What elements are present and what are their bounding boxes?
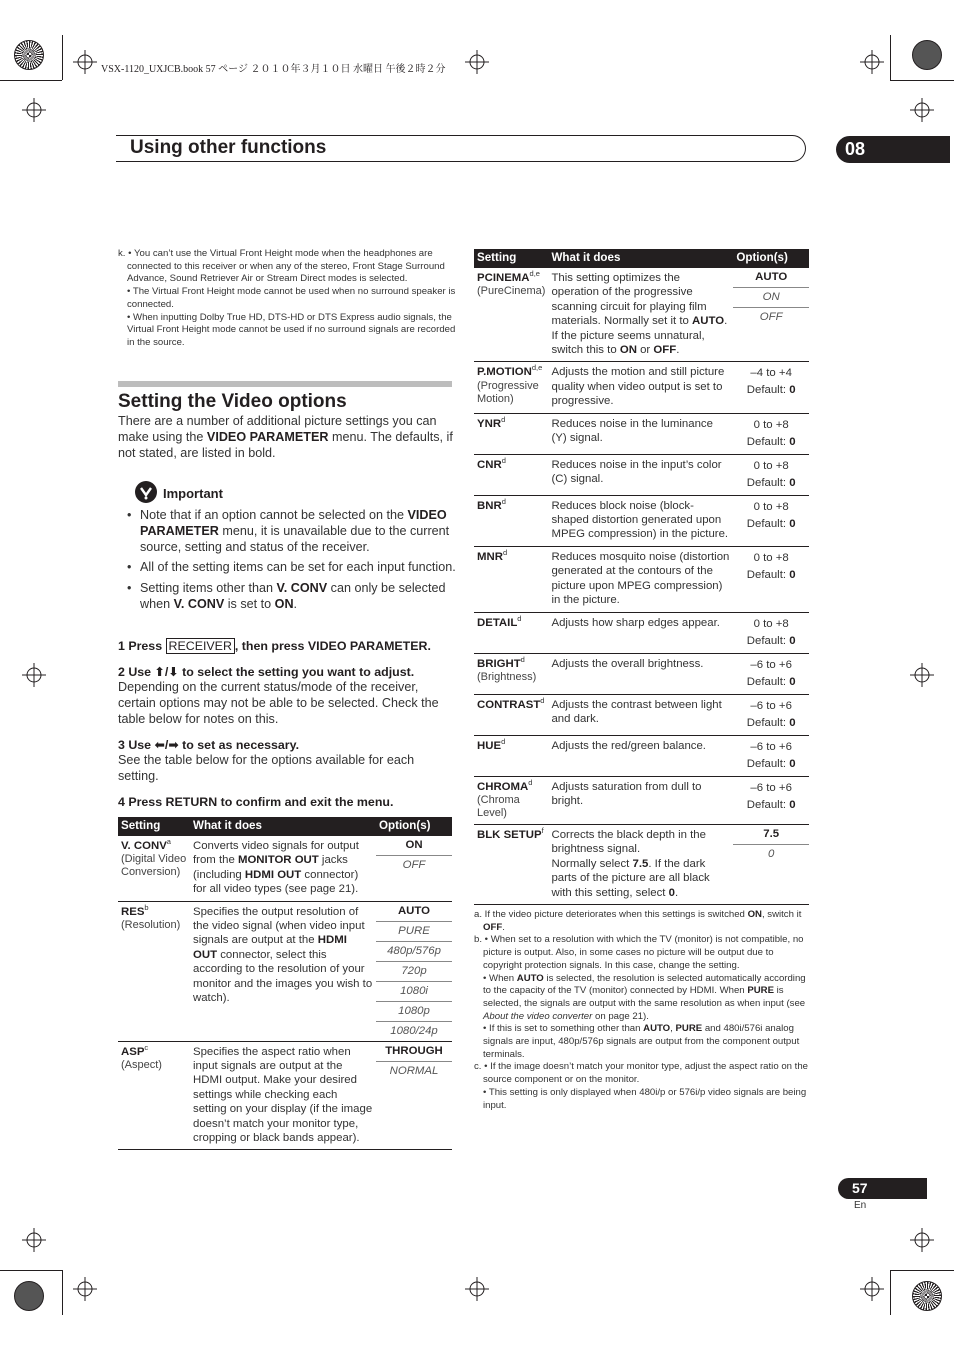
table-row-pcinema: PCINEMA$^{d,e}$ (PureCinema) This setting optimizes the operation of the progressive scanning circuit for playing film materials. Normally set it to AUTO. If the picture seems unnatural, switch this to ON or OFF. AUTO ON OFF	[474, 268, 809, 362]
registration-mark-top-right	[912, 40, 942, 70]
note-k: k. • You can’t use the Virtual Front Height mode when the headphones are connected to this receiver or when any of the stereo, Front Stage Surround Advance, Sound Retriever Air or Stream Direct modes is selected. • The Virtual Front Height mode cannot be used when no surround speaker is connected. • When inputting Dolby True HD, DTS-HD or DTS Express audio signals, the Virtual Front Height mode cannot be used if no surround signals are recorded in the source.	[118, 248, 456, 348]
step-3-heading: 3 Use ⬅/➡ to set as necessary.	[118, 738, 300, 752]
important-icon	[135, 481, 157, 503]
table-header-row: Setting What it does Option(s)	[118, 817, 452, 836]
footnote-c: c. • If the image doesn’t match your monitor type, adjust the aspect ratio on the source component or on the monitor.	[474, 1061, 808, 1086]
list-item: • All of the setting items can be set for each input function.	[126, 560, 456, 576]
registration-mark-top-left	[14, 40, 44, 70]
table-row-bright: BRIGHT$^d$ (Brightness) Adjusts the overall brightness. –6 to +6 Default: 0	[474, 653, 809, 694]
table-row-pmotion: P.MOTION$^{d,e}$ (Progressive Motion) Adjusts the motion and still picture quality when video output is set to progressive. –4 to +4 Default: 0	[474, 362, 809, 413]
registration-mark-bottom-right	[912, 1281, 942, 1311]
important-list	[126, 508, 456, 618]
receiver-key: RECEIVER	[166, 638, 235, 654]
page-header-title: Using other functions	[130, 137, 327, 158]
step-2-body: Depending on the current status/mode of the receiver, certain options may not be able to be selected. Check the table below for notes on this.	[118, 680, 439, 726]
crosshair-mark	[910, 663, 934, 687]
section-rule	[118, 381, 452, 387]
step-4-heading: 4 Press RETURN to confirm and exit the menu.	[118, 795, 394, 809]
table-row-res: RES$^b$ (Resolution) Specifies the output resolution of the video signal (when video input signals are output at the HDMI OUT connector, select this according to the resolution of your monitor and the images you wish to watch). AUTO PURE 480p/576p 720p 1080i 1080p 1080/24p	[118, 901, 452, 1041]
footnotes	[474, 909, 810, 1112]
section-title: Setting the Video options	[118, 391, 347, 412]
table-row-vconv: V. CONV$^a$ (Digital Video Conversion) Converts video signals for output from the MONITOR OUT jacks (including HDMI OUT connector) for all video types (see page 21). ON OFF	[118, 836, 452, 901]
crosshair-mark	[73, 1277, 97, 1301]
crosshair-mark	[910, 98, 934, 122]
footnote-b-2: • When AUTO is selected, the resolution is selected automatically according to the capacity of the TV (monitor) connected by HDMI. When PURE is selected, the signals are output with the same resolution as when input (see About the video converter on page 21).	[483, 972, 806, 1022]
registration-mark-bottom-left	[14, 1281, 44, 1311]
table-row-hue: HUE$^d$ Adjusts the red/green balance. –6 to +6 Default: 0	[474, 735, 809, 776]
step-3-body: See the table below for the options available for each setting.	[118, 753, 415, 783]
language-code: En	[854, 1200, 867, 1211]
crosshair-mark	[910, 1228, 934, 1252]
crosshair-mark	[22, 98, 46, 122]
crosshair-mark	[465, 50, 489, 74]
footnote-b: b. • When set to a resolution with which the TV (monitor) is not compatible, no picture is output. Also, in some cases no picture will be output due to copyright protection signals. In this case, change the setting.	[474, 934, 804, 971]
section-intro: There are a number of additional picture settings you can make using the VIDEO PARAMETER menu. The defaults, if not stated, are listed in bold.	[118, 414, 453, 460]
table-row-cnr: CNR$^d$ Reduces noise in the input’s color (C) signal. 0 to +8 Default: 0	[474, 454, 809, 495]
table-row-contrast: CONTRAST$^d$ Adjusts the contrast between light and dark. –6 to +6 Default: 0	[474, 694, 809, 735]
table-row-asp: ASP$^c$ (Aspect) Specifies the aspect ratio when input signals are output at the HDMI output. Make your desired settings while checking each setting on your display (if the image doesn’t match your monitor type, cropping or black bands appear). THROUGH NORMAL	[118, 1041, 452, 1150]
book-info-line: VSX-1120_UXJCB.book 57 ページ ２０１０年３月１０日 水曜日 午後２時２分	[101, 64, 446, 75]
table-row-bnr: BNR$^d$ Reduces block noise (block-shaped distortion generated upon MPEG compression) in the picture. 0 to +8 Default: 0	[474, 495, 809, 546]
crop-line	[890, 1270, 954, 1271]
crosshair-mark	[22, 1228, 46, 1252]
page-number: 57	[838, 1178, 927, 1199]
crop-line	[890, 80, 954, 81]
footnote-b-3: • If this is set to something other than AUTO, PURE and 480i/576i analog signals are input, 480p/576p signals are output from the component output terminals.	[483, 1023, 800, 1060]
table-header-row: Setting What it does Option(s)	[474, 249, 809, 268]
crosshair-mark	[73, 50, 97, 74]
step-2-heading: 2 Use ⬆/⬇ to select the setting you want to adjust.	[118, 665, 415, 679]
crosshair-mark	[860, 1277, 884, 1301]
video-options-table-left	[118, 817, 452, 1150]
table-row-mnr: MNR$^d$ Reduces mosquito noise (distortion generated at the contours of the picture upon MPEG compression) in the picture. 0 to +8 Default: 0	[474, 546, 809, 612]
list-item: • Note that if an option cannot be selected on the VIDEO PARAMETER menu, it is unavailable due to the current source, setting and status of the receiver.	[126, 508, 456, 555]
list-item: • Setting items other than V. CONV can only be selected when V. CONV is set to ON.	[126, 581, 456, 613]
crosshair-mark	[22, 663, 46, 687]
table-row-ynr: YNR$^d$ Reduces noise in the luminance (Y) signal. 0 to +8 Default: 0	[474, 413, 809, 454]
step-1: 1 Press RECEIVER , then press VIDEO PARAMETER.	[118, 639, 431, 653]
crop-line	[890, 35, 891, 80]
table-row-detail: DETAIL$^d$ Adjusts how sharp edges appear. 0 to +8 Default: 0	[474, 612, 809, 653]
crop-line	[890, 1270, 891, 1315]
table-row-blk-setup: BLK SETUP$^f$ Corrects the black depth in the brightness signal. Normally select 7.5. If the dark parts of the picture are all black with this setting, select 0. 7.5 0	[474, 824, 809, 904]
crop-line	[0, 80, 62, 81]
footnote-c-2: • This setting is only displayed when 480i/p or 576i/p video signals are being input.	[483, 1086, 807, 1111]
crosshair-mark	[860, 50, 884, 74]
crop-line	[0, 1270, 62, 1271]
crop-line	[62, 1270, 63, 1315]
table-row-chroma: CHROMA$^d$ (Chroma Level) Adjusts saturation from dull to bright. –6 to +6 Default: 0	[474, 776, 809, 824]
important-label: Important	[163, 486, 223, 501]
crop-line	[62, 35, 63, 80]
chapter-number: 08	[836, 136, 950, 163]
footnote-a: a. If the video picture deteriorates when this settings is switched ON, switch it OFF.	[474, 909, 802, 933]
crosshair-mark	[465, 1277, 489, 1301]
video-options-table-right	[474, 249, 809, 905]
